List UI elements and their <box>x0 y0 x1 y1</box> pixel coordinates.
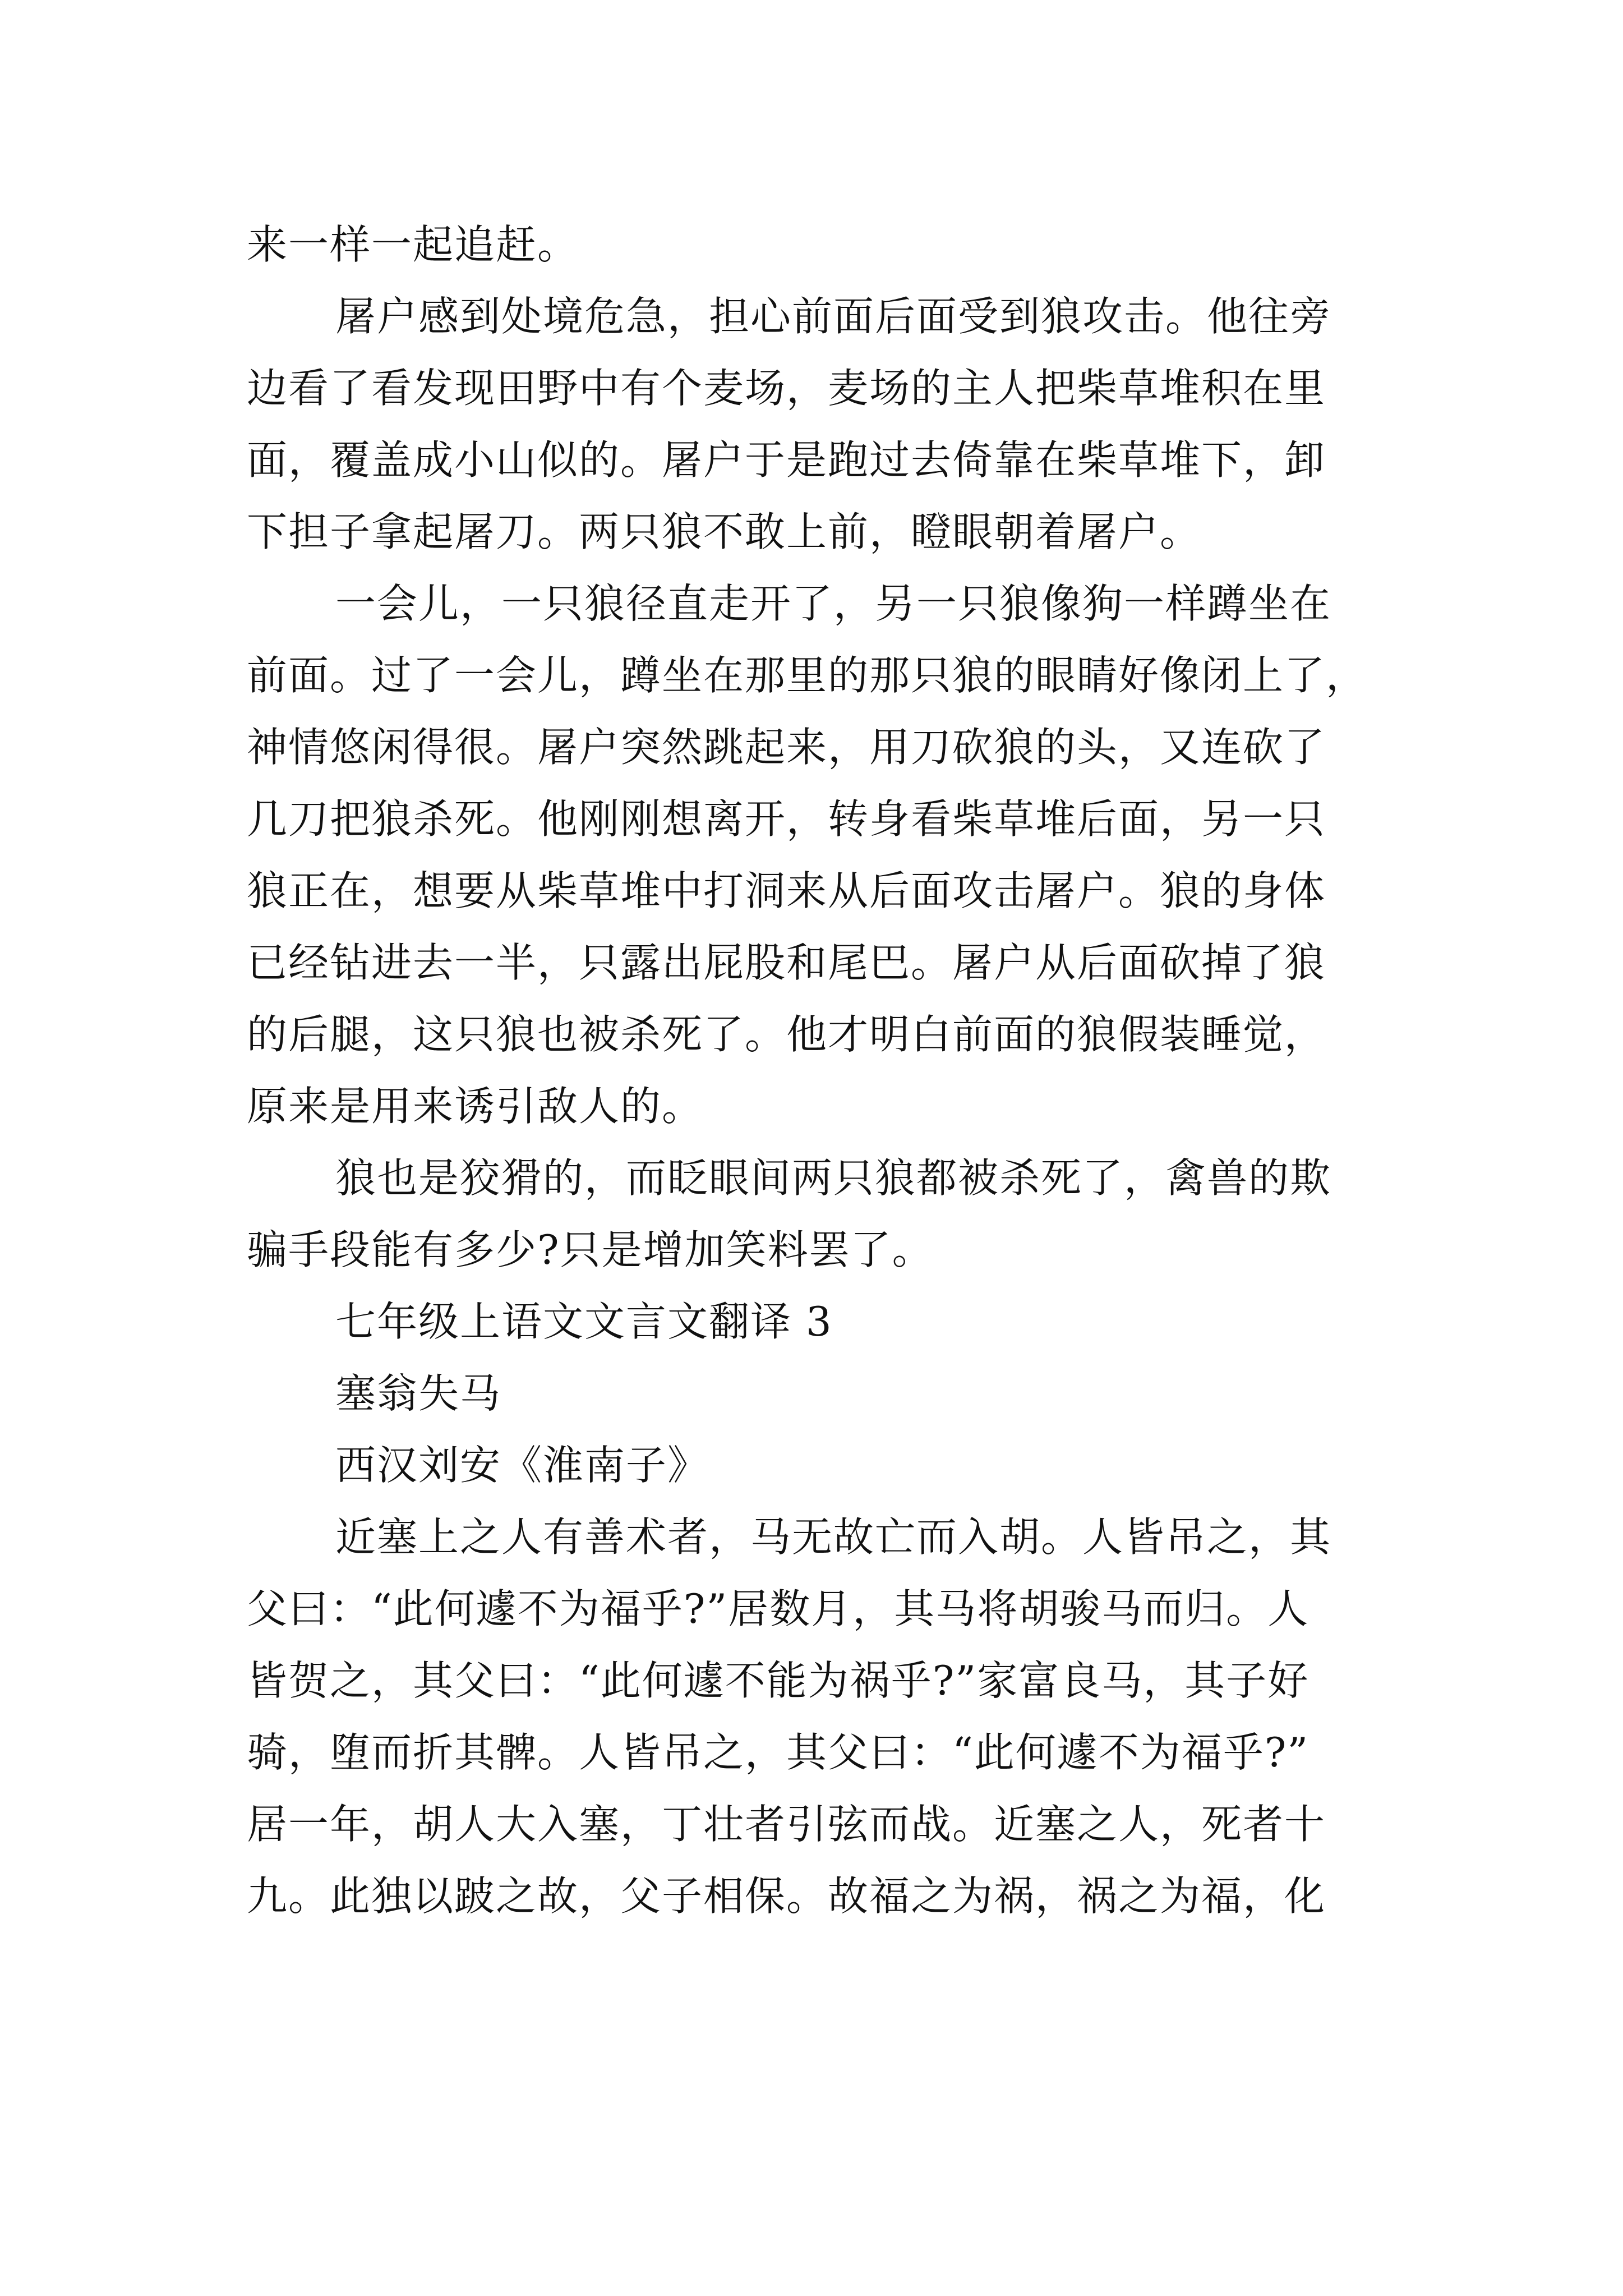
text-line-22: 骑，堕而折其髀。人皆吊之，其父曰：“此何遽不为福乎?” <box>247 1729 1310 1776</box>
text-line-10: 狼正在，想要从柴草堆中打洞来从后面攻击屠户。狼的身体 <box>247 867 1326 914</box>
text-line-4: 面，覆盖成小山似的。屠户于是跑过去倚靠在柴草堆下，卸 <box>247 436 1326 484</box>
text-line-1: 来一样一起追赶。 <box>247 221 579 268</box>
text-line-14: 狼也是狡猾的，而眨眼间两只狼都被杀死了，禽兽的欺 <box>335 1154 1332 1202</box>
text-line-7: 前面。过了一会儿，蹲坐在那里的那只狼的眼睛好像闭上了， <box>247 652 1368 699</box>
text-line-15: 骗手段能有多少?只是增加笑料罢了。 <box>247 1226 934 1273</box>
text-line-20: 父曰：“此何遽不为福乎?”居数月，其马将胡骏马而归。人 <box>247 1585 1310 1632</box>
section-heading: 七年级上语文文言文翻译 3 <box>335 1298 833 1345</box>
body-text <box>247 209 1391 1932</box>
text-line-9: 几刀把狼杀死。他刚刚想离开，转身看柴草堆后面，另一只 <box>247 795 1326 843</box>
text-line-12: 的后腿，这只狼也被杀死了。他才明白前面的狼假装睡觉， <box>247 1011 1326 1058</box>
text-line-13: 原来是用来诱引敌人的。 <box>247 1083 704 1130</box>
text-line-23: 居一年，胡人大入塞，丁壮者引弦而战。近塞之人，死者十 <box>247 1801 1326 1848</box>
story-source: 西汉刘安《淮南子》 <box>335 1442 709 1489</box>
text-line-5: 下担子拿起屠刀。两只狼不敢上前，瞪眼朝着屠户。 <box>247 508 1202 555</box>
text-line-8: 神情悠闲得很。屠户突然跳起来，用刀砍狼的头，又连砍了 <box>247 724 1326 771</box>
text-line-24: 九。此独以跛之故，父子相保。故福之为祸，祸之为福，化 <box>247 1872 1326 1920</box>
story-title: 塞翁失马 <box>335 1370 502 1417</box>
text-line-2: 屠户感到处境危急，担心前面后面受到狼攻击。他往旁 <box>335 293 1332 340</box>
text-line-21: 皆贺之，其父曰：“此何遽不能为祸乎?”家富良马，其子好 <box>247 1657 1310 1704</box>
text-line-6: 一会儿，一只狼径直走开了，另一只狼像狗一样蹲坐在 <box>335 580 1332 627</box>
text-line-3: 边看了看发现田野中有个麦场，麦场的主人把柴草堆积在里 <box>247 365 1326 412</box>
text-line-11: 已经钻进去一半，只露出屁股和尾巴。屠户从后面砍掉了狼 <box>247 939 1326 986</box>
text-line-19: 近塞上之人有善术者，马无故亡而入胡。人皆吊之，其 <box>335 1513 1332 1561</box>
